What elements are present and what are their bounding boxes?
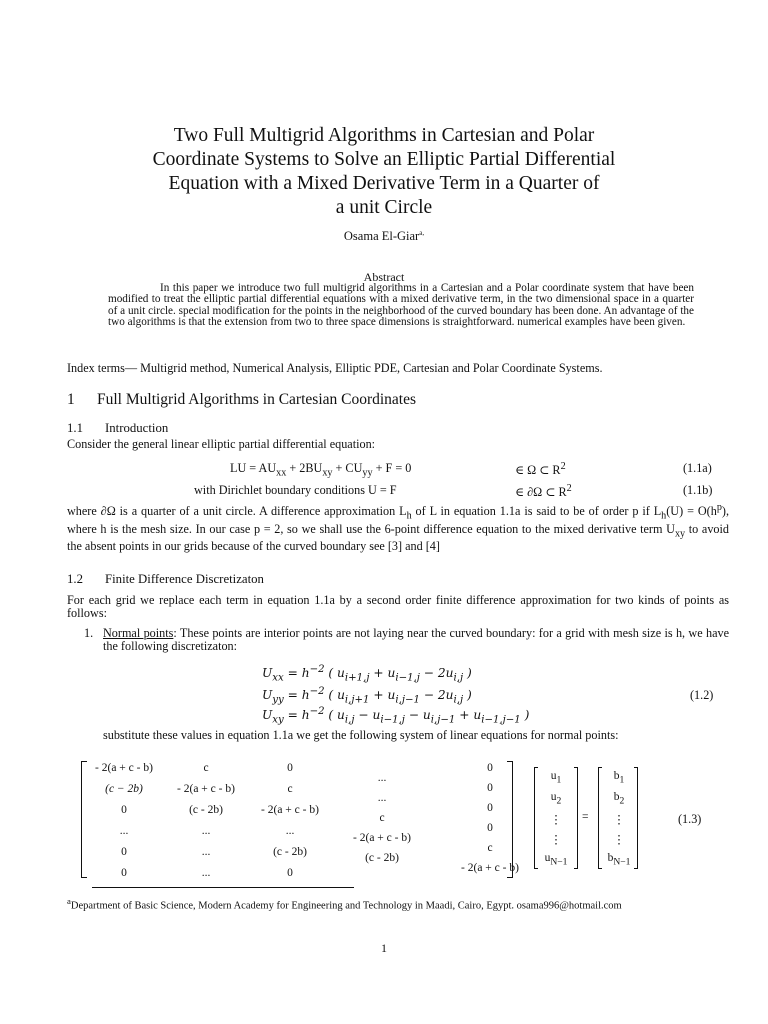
author-name: Osama El-Giar [343, 229, 420, 244]
page-number: 1 [381, 941, 387, 955]
matrix-col: - 2(a + c - b) (c − 2b) 0 ... 0 0 [95, 762, 153, 879]
footnote-text: Department of Basic Science, Modern Academy for Engineering and Technology in Maadi, Cairo, Egypt. osama996@hotmail.com [70, 900, 622, 912]
title-line: Two Full Multigrid Algorithms in Cartesian and Polar [173, 125, 595, 146]
item-text: : These points are interior points are not laying near the curved boundary: for a grid with mesh size is h, we have the following discretizaton: [103, 626, 729, 654]
vector-u: $u_1$ $u_2$ ⋮ ⋮ $u_{N-1}$ [544, 770, 568, 868]
where-paragraph: where ∂Ω is a quarter of a unit circle. A difference approximation $L_h$ of L in equation 1.1a is said to be of order p if $L_h(U) = O(h^p)$, where h is the mesh size. In our case p = 2, so we shall use the 6-point difference equation to the mixed derivative term $U_{xy}$ to avoid the absent points in our grids because of the curved boundary see [3] and [4] [67, 502, 729, 554]
substitute-text: substitute these values in equation 1.1a we get the following system of linear equations for normal points: [103, 728, 619, 742]
subsection-number: 1.2 [67, 572, 83, 586]
equation-uxy: $U_{xy} = h^{-2}$ ( $u_{i,j} - u_{i-1,j} - u_{i,j-1} + u_{i-1,j-1}$ ) [262, 706, 530, 726]
subsection-title: Finite Difference Discretizaton [105, 572, 264, 586]
equation-label: (1.3) [678, 812, 702, 826]
footnote-mark: a [67, 896, 71, 906]
intro-line: Consider the general linear elliptic partial differential equation: [67, 437, 376, 451]
vector-u-right-bracket [574, 767, 578, 869]
item-number: 1. [84, 626, 94, 640]
equation-domain: ∈ Ω ⊂ $R^2$ [515, 461, 566, 478]
abstract-heading: Abstract [363, 270, 405, 284]
item-term: Normal points [103, 626, 174, 640]
title-line: a unit Circle [335, 197, 433, 218]
title-line: Coordinate Systems to Solve an Elliptic Partial Differential [152, 149, 616, 170]
index-terms: Index terms— Multigrid method, Numerical Analysis, Elliptic PDE, Cartesian and Polar Coordinate Systems. [67, 361, 603, 375]
matrix-col: ... ... c - 2(a + c - b) (c - 2b) [353, 772, 411, 864]
equation-1-1b: with Dirichlet boundary conditions U = F [194, 483, 397, 497]
eq-lhs: LU = AU [230, 461, 277, 475]
matrix-col: 0 c - 2(a + c - b) ... (c - 2b) 0 [261, 762, 319, 879]
equation-label: (1.1a) [683, 461, 712, 475]
author-mark: a, [419, 229, 425, 237]
title-line: Equation with a Mixed Derivative Term in a Quarter of [168, 173, 600, 194]
equation-label: (1.2) [690, 688, 714, 702]
section-number: 1 [67, 391, 75, 408]
fd-paragraph: For each grid we replace each term in equation 1.1a by a second order finite difference approximation for two kinds of points as follows: [67, 593, 729, 621]
paper-title [60, 124, 708, 220]
footnote-rule [92, 887, 354, 888]
equation-uyy: $U_{yy} = h^{-2}$ ( $u_{i,j+1} + u_{i,j-1} - 2u_{i,j}$ ) [262, 686, 472, 706]
section-title: Full Multigrid Algorithms in Cartesian Coordinates [97, 391, 417, 408]
subsection-heading [67, 572, 264, 587]
equation-1-1a: LU = $AU_{xx} + 2BU_{xy} + CU_{yy} + F = 0$ [230, 461, 412, 479]
matrix-col: 0 0 0 0 c - 2(a + c - b) [461, 762, 519, 874]
subsection-number: 1.1 [67, 421, 83, 435]
vector-b: $b_1$ $b_2$ ⋮ ⋮ $b_{N-1}$ [607, 770, 631, 868]
subsection-title: Introduction [105, 421, 169, 435]
section-heading [67, 391, 416, 409]
subsection-heading [67, 421, 168, 436]
equation-uxx: $U_{xx} = h^{-2}$ ( $u_{i+1,j} + u_{i-1,j} - 2u_{i,j}$ ) [262, 664, 472, 684]
equation-label: (1.1b) [683, 483, 713, 497]
item-normal-points [103, 627, 729, 653]
abstract-text: In this paper we introduce two full multigrid algorithms in a Cartesian and a Polar coordinate system that have been modified to treat the elliptic partial differential equations with a mixed derivative term, in the two dimensional space in a quarter of a unit circle. special modification for the points in the neighborhood of the curved boundary has been done. An advantage of the two algorithms is that the extension from two to three space dimensions is straightforward. numerical examples have been given. [108, 282, 694, 329]
equation-domain: ∈ ∂Ω ⊂ $R^2$ [515, 483, 572, 500]
author [0, 229, 768, 244]
footnote [67, 896, 729, 912]
equals-sign: = [582, 811, 589, 823]
matrix-col: c - 2(a + c - b) (c - 2b) ... ... ... [177, 762, 235, 879]
